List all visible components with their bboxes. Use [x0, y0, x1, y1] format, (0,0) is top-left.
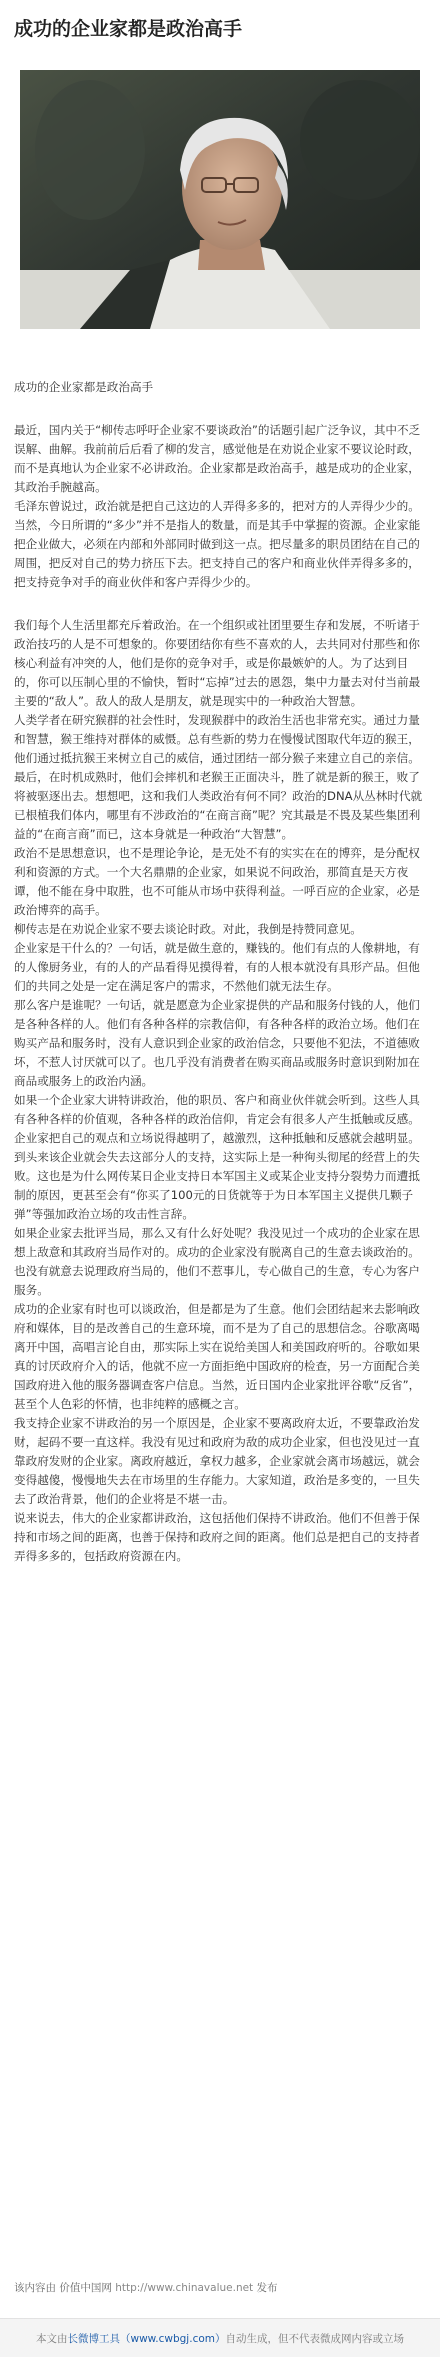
generator-link[interactable]: 长微博工具（www.cwbgj.com）: [67, 2332, 226, 2345]
article-photo: [20, 70, 420, 329]
paragraph: 说来说去，伟大的企业家都讲政治，这包括他们保持不讲政治。他们不但善于保持和市场之间的距离，也善于保持和政府之间的距离。他们总是把自己的支持者弄得多多的，包括政府资源在内。: [14, 1511, 420, 1563]
paragraph: 我们每个人生活里都充斥着政治。在一个组织或社团里要生存和发展，不听诸于政治技巧的人是不可想象的。你要团结你有些不喜欢的人，去共同对付那些和你核心利益有冲突的人，他们是你的竞争对手，或是你最嫉妒的人。为了达到目的，你可以压制心里的不愉快，暂时“忘掉”过去的恩怨，集中力量去对付当前最主要的“敌人”。敌人的敌人是朋友，就是现实中的一种政治大智慧。: [14, 618, 421, 708]
paragraph: 企业家是干什么的？一句话，就是做生意的，赚钱的。他们有点的人像耕地，有的人像厨务业，有的人的产品看得见摸得着，有的人根本就没有具形产品。但他们的共同之处是一定在满足客户的需求，不然他们就无法生存。: [14, 941, 420, 993]
paragraph: 毛泽东曾说过，政治就是把自己这边的人弄得多多的，把对方的人弄得少少的。当然，今日所谓的“多少”并不是指人的数量，而是其手中掌握的资源。企业家能把企业做大，必须在内部和外部同时做到这一点。把尽量多的职员团结在自己的周围，把反对自己的势力挤压下去。把支持自己的客户和商业伙伴弄得多多的，把支持竞争对手的商业伙伴和客户弄得少少的。: [14, 499, 421, 589]
article-body: [14, 378, 426, 1566]
source-suffix: 发布: [256, 2282, 278, 2294]
paragraph: 如果企业家去批评当局，那么又有什么好处呢？我没见过一个成功的企业家在思想上敌意和其政府当局作对的。成功的企业家没有脱离自己的生意去谈政治的。也没有就意去说理政府当局的，他们不惹事儿，专心做自己的生意，专心为客户服务。: [14, 1226, 420, 1297]
source-site: 价值中国网: [59, 2282, 112, 2294]
paragraph: 我支持企业家不讲政治的另一个原因是，企业家不要离政府太近，不要靠政治发财，起码不要一直这样。我没有见过和政府为敌的成功企业家，但也没见过一直靠政府发财的企业家。离政府越近，拿权力越多，企业家就会离市场越远，就会变得越傻，慢慢地失去在市场里的生存能力。大家知道，政治是多变的，一旦失去了政治背景，他们的企业将是不堪一击。: [14, 1416, 420, 1506]
generator-footer: [0, 2318, 440, 2357]
paragraph: 人类学者在研究猴群的社会性时，发现猴群中的政治生活也非常充实。通过力量和智慧，猴王维持对群体的威慑。总有些新的势力在慢慢试图取代年迈的猴王，他们通过抵抗猴王来树立自己的威信，通过团结一部分猴子来建立自己的亲信。最后，在时机成熟时，他们会摔机和老猴王正面决斗，胜了就是新的猴王，败了将被驱逐出去。想想吧，这和我们人类政治有何不同？政治的DNA从丛林时代就已根植我们体内，哪里有不涉政治的“在商言商”呢？究其最是不畏及某些集团利益的“在商言商”而已，这本身就是一种政治“大智慧”。: [14, 713, 423, 841]
source-line: [14, 2280, 426, 2296]
footer-suffix: 自动生成，但不代表微成网内容或立场: [225, 2332, 404, 2345]
footer-prefix: 本文由: [35, 2332, 68, 2345]
source-url[interactable]: http://www.chinavalue.net: [115, 2282, 254, 2294]
paragraph: 政治不是思想意识，也不是理论争论，是无处不有的实实在在的博弈，是分配权利和资源的方式。一个大名鼎鼎的企业家，如果说不问政治，那简直是天方夜谭，他不能在身中取胜，也不可能从市场中获得利益。一呼百应的企业家，必是政治博弈的高手。: [14, 846, 420, 917]
article-subtitle: 成功的企业家都是政治高手: [14, 380, 154, 394]
paragraph: 最近，国内关于“柳传志呼吁企业家不要谈政治”的话题引起广泛争议，其中不乏误解、曲解。我前前后后看了柳的发言，感觉他是在劝说企业家不要议论时政，而不是真地认为企业家不必讲政治。企业家都是政治高手，越是成功的企业家，其政治手腕越高。: [14, 423, 421, 494]
portrait-image: [20, 70, 420, 329]
page-title: 成功的企业家都是政治高手: [14, 18, 243, 40]
paragraph: 成功的企业家有时也可以谈政治，但是都是为了生意。他们会团结起来去影响政府和媒体，目的是改善自己的生意环境，而不是为了自己的思想信念。谷歌离喝离开中国，高唱言论自由，那实际上实在说给美国人和美国政府听的。谷歌如果真的讨厌政府介入的话，他就不应一方面拒绝中国政府的检查，另一方面配合美国政府进入他的服务器调查客户信息。当然，近日国内企业家批评谷歌“反省”，甚至个人色彩的怀情，也非纯粹的感概之言。: [14, 1302, 421, 1411]
paragraph: 那么客户是谁呢？一句话，就是愿意为企业家提供的产品和服务付钱的人，他们是各种各样的人。他们有各种各样的宗教信仰，有各种各样的政治立场。他们在购买产品和服务时，没有人意识到企业家的政治信念，只要他不犯法，不道德败坏，不惹人讨厌就可以了。也几乎没有消费者在购买商品或服务时意识到附加在商品或服务上的政治内涵。: [14, 998, 420, 1088]
source-label: 该内容由: [14, 2282, 56, 2294]
paragraph: 如果一个企业家大讲特讲政治，他的职员、客户和商业伙伴就会听到。这些人具有各种各样的价值观，各种各样的政治信仰，肯定会有很多人产生抵触或反感。企业家把自己的观点和立场说得越明了，越激烈，这种抵触和反感就会越明显。到头来该企业就会失去这部分人的支持，这实际上是一种徇头彻尾的经营上的失败。这也是为什么网传某日企业支持日本军国主义或某企业支持分裂势力而遭抵制的原因，更甚至会有“你买了100元的日货就等于为日本军国主义提供几颗子弹”等强加政治立场的攻击性言辞。: [14, 1093, 420, 1221]
paragraph: 柳传志是在劝说企业家不要去谈论时政。对此，我倒是持赞同意见。: [14, 922, 362, 936]
